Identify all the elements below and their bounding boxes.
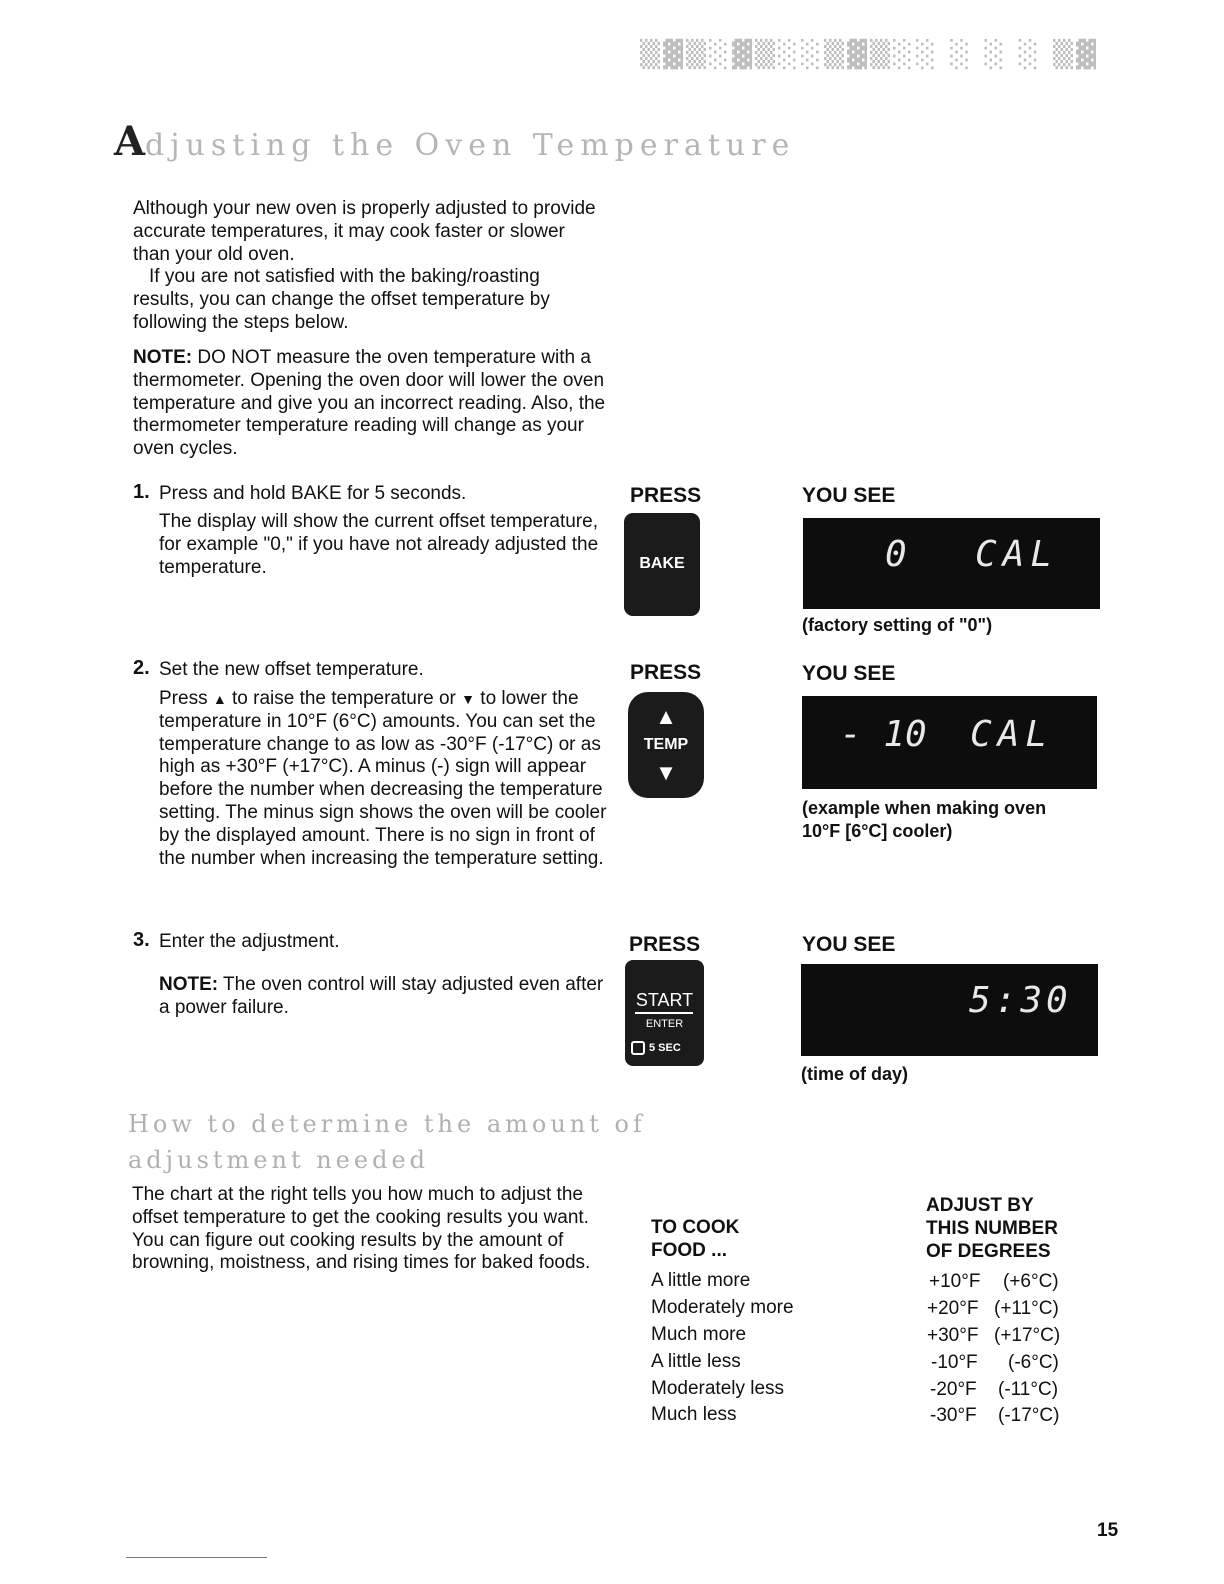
press-label-1: PRESS xyxy=(630,484,702,507)
intro-text xyxy=(133,198,603,335)
table-row-c: (-6°C) xyxy=(1008,1352,1059,1373)
table-header-adjust-line-3: OF DEGREES xyxy=(926,1241,1051,1262)
start-button-label: START xyxy=(635,990,694,1010)
intro-paragraph-1: Although your new oven is properly adjusted to provide accurate temperatures, it may cook faster or slower than your old oven. xyxy=(133,198,596,265)
table-header-adjust-line-2: THIS NUMBER xyxy=(926,1218,1058,1239)
table-header-adjust-line-1: ADJUST BY xyxy=(926,1195,1034,1216)
table-row-food: Much more xyxy=(651,1324,747,1345)
step-2-body xyxy=(159,688,609,870)
table-row-c: (+11°C) xyxy=(994,1298,1059,1319)
footer-rule xyxy=(126,1557,267,1558)
step-3-number: 3. xyxy=(133,929,150,951)
table-header-adjust xyxy=(926,1194,1058,1263)
caption-step-1: (factory setting of "0") xyxy=(802,615,993,635)
step-3-note-label: NOTE: xyxy=(159,974,219,995)
display-1-cal: CAL xyxy=(975,534,1059,575)
lock-icon xyxy=(631,1041,645,1055)
table-row-food: Moderately more xyxy=(651,1297,794,1318)
step-2-body-b: to raise the temperature or xyxy=(226,688,462,709)
display-2-cal: CAL xyxy=(970,714,1054,755)
down-arrow-icon: ▼ xyxy=(461,691,476,707)
note-text: DO NOT measure the oven temperature with a thermometer. Opening the oven door will lower the oven temperature and give you an incorrect reading. Also, the thermometer temperature reading will change as your oven cycles. xyxy=(133,347,606,460)
step-2-body-a: Press xyxy=(159,688,213,709)
scan-noise-top: ▒▓▒░▓▒░░▒▓▒░░ ░ ░ ░ ▒▓ xyxy=(640,40,1099,70)
you-see-label-2: YOU SEE xyxy=(802,662,896,685)
lock-duration-label: 5 SEC xyxy=(649,1042,681,1054)
table-row-food: A little more xyxy=(651,1270,751,1291)
bake-button-label: BAKE xyxy=(639,555,685,572)
step-2-heading: Set the new offset temperature. xyxy=(159,659,424,680)
chart-intro: The chart at the right tells you how much to adjust the offset temperature to get the cooking results you want. You can figure out cooking results by the amount of browning, moistness, and rising times for baked foods. xyxy=(132,1184,591,1274)
intro-paragraph-2: If you are not satisfied with the baking/roasting results, you can change the offset temperature by following the steps below. xyxy=(133,266,550,333)
title-rest: djusting the Oven Temperature xyxy=(145,128,796,163)
display-step-2 xyxy=(802,696,1097,789)
display-step-3 xyxy=(801,964,1098,1056)
table-header-food xyxy=(651,1216,739,1262)
temp-button[interactable] xyxy=(628,692,704,798)
step-1-heading: Press and hold BAKE for 5 seconds. xyxy=(159,483,467,504)
table-row-food: Moderately less xyxy=(651,1378,785,1399)
note-thermometer xyxy=(133,347,608,461)
step-2-body-c: to lower the temperature in 10°F (6°C) amounts. You can set the temperature change to as low as -30°F (-17°C) or as high as +30°F (+17°C). A minus (-) sign will appear before the number when decreasing the temperature setting. The minus sign shows the oven will be cooler by the displayed amount. There is no sign in front of the number when increasing the temperature setting. xyxy=(159,688,607,869)
table-row-f: -20°F xyxy=(930,1379,977,1400)
bake-button[interactable] xyxy=(624,513,700,616)
table-header-food-line-1: TO COOK xyxy=(651,1217,740,1238)
table-header-food-line-2: FOOD ... xyxy=(651,1240,727,1261)
subheading-line-1: How to determine the amount of xyxy=(128,1110,646,1138)
table-row-c: (+6°C) xyxy=(1003,1271,1059,1292)
display-3-time: 5:30 xyxy=(969,980,1072,1021)
you-see-label-3: YOU SEE xyxy=(802,933,896,956)
step-1-number: 1. xyxy=(133,481,150,503)
table-row-c: (-17°C) xyxy=(998,1405,1060,1426)
caption-step-2-line-1: (example when making oven xyxy=(802,798,1047,818)
table-row-f: +30°F xyxy=(927,1325,979,1346)
step-1-body: The display will show the current offset temperature, for example "0," if you have not already adjusted the temperature. xyxy=(159,511,599,578)
temp-up-icon[interactable]: ▲ xyxy=(655,704,677,729)
table-row-food: Much less xyxy=(651,1404,737,1425)
caption-step-3: (time of day) xyxy=(801,1064,909,1084)
table-row-c: (-11°C) xyxy=(998,1379,1059,1400)
subheading-line-2: adjustment needed xyxy=(128,1146,430,1174)
you-see-label-1: YOU SEE xyxy=(802,484,896,507)
table-row-f: +20°F xyxy=(927,1298,979,1319)
table-row-c: (+17°C) xyxy=(994,1325,1061,1346)
press-label-2: PRESS xyxy=(630,661,702,684)
start-divider xyxy=(635,1012,693,1014)
step-3-heading: Enter the adjustment. xyxy=(159,931,340,952)
temp-down-icon[interactable]: ▼ xyxy=(655,760,677,785)
display-1-offset: 0 xyxy=(885,534,907,575)
start-enter-button[interactable] xyxy=(625,960,704,1066)
table-row-food: A little less xyxy=(651,1351,741,1372)
step-3-note xyxy=(159,974,609,1020)
enter-button-label: ENTER xyxy=(645,1018,684,1030)
caption-step-2 xyxy=(802,797,1046,843)
caption-step-2-line-2: 10°F [6°C] cooler) xyxy=(802,821,953,841)
table-row-f: -30°F xyxy=(930,1405,977,1426)
display-step-1 xyxy=(803,518,1100,609)
display-2-offset: - 10 xyxy=(840,714,927,755)
note-label: NOTE: xyxy=(133,347,193,368)
table-row-f: -10°F xyxy=(931,1352,978,1373)
table-row-f: +10°F xyxy=(929,1271,981,1292)
step-2-number: 2. xyxy=(133,657,150,679)
temp-button-label: TEMP xyxy=(643,736,689,753)
page-number: 15 xyxy=(1097,1520,1119,1541)
title-first-letter: A xyxy=(114,118,146,165)
step-3-note-text: The oven control will stay adjusted even after a power failure. xyxy=(159,974,604,1018)
press-label-3: PRESS xyxy=(629,933,701,956)
up-arrow-icon: ▲ xyxy=(212,691,227,707)
page-title xyxy=(114,118,795,165)
